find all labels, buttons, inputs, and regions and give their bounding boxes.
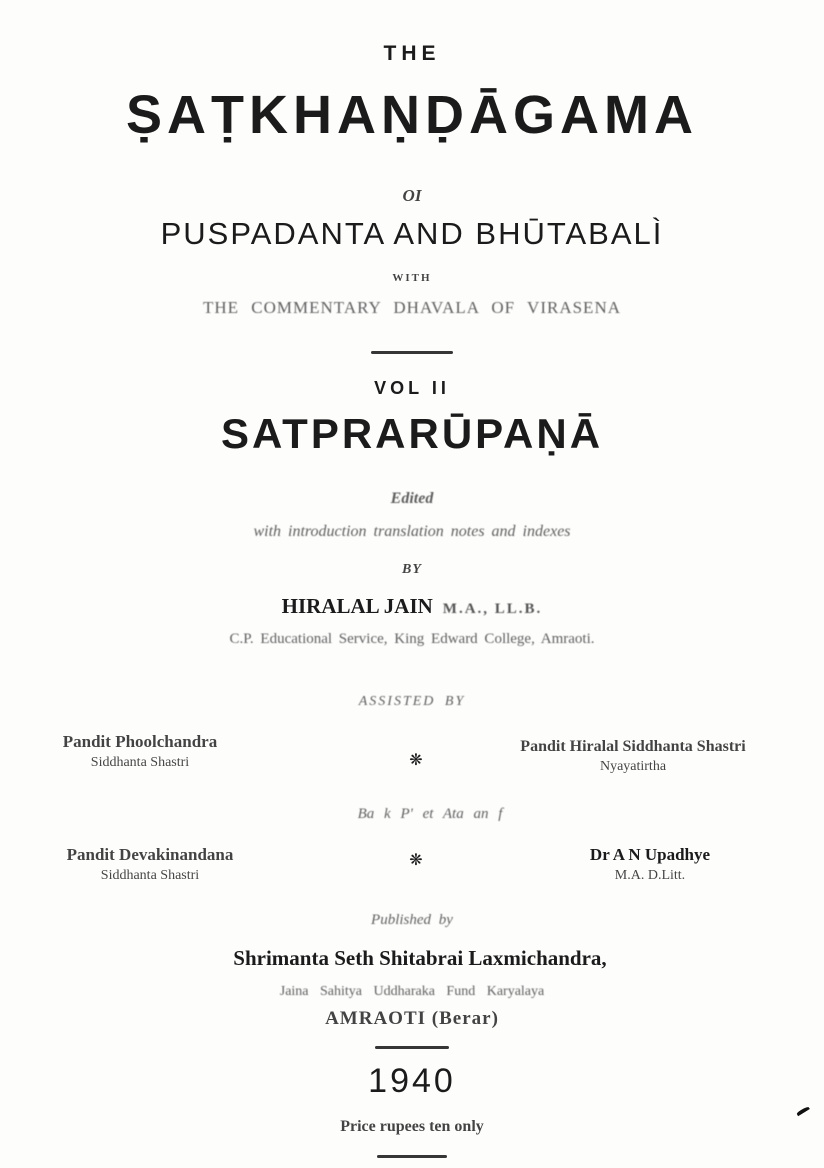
year: 1940 — [368, 1062, 456, 1100]
volume-label: VOL II — [374, 378, 450, 398]
assistant-name: Dr A N Upadhye — [589, 845, 711, 864]
assistant-name: Pandit Phoolchandra — [62, 732, 218, 751]
series-label: THE — [383, 42, 441, 65]
editor-degrees: M.A., LL.B. — [442, 601, 543, 617]
editor-line — [0, 594, 824, 619]
publisher-organization: Jaina Sahitya Uddharaka Fund Karyalaya — [279, 984, 545, 999]
divider-rule-bottom — [377, 1155, 447, 1158]
divider-rule-year — [375, 1046, 449, 1049]
assistant-block-3 — [20, 845, 280, 884]
assistant-title: Siddhanta Shastri — [90, 755, 190, 770]
of-label: OI — [402, 186, 422, 205]
rosette-icon: ❋ — [409, 852, 423, 869]
assistant-name: Pandit Devakinandana — [66, 845, 234, 864]
assisted-by-label: ASSISTED BY — [358, 694, 466, 709]
rosette-icon: ❋ — [409, 752, 423, 769]
publisher-name: Shrimanta Seth Shitabrai Laxmichandra, — [233, 946, 607, 970]
assistant-block-1 — [20, 732, 260, 771]
edited-label: Edited — [390, 490, 434, 507]
published-by-label: Published by — [371, 912, 453, 928]
volume-title: SATPRARŪPAṆĀ — [220, 410, 604, 457]
editor-name: HIRALAL JAIN — [281, 594, 433, 618]
assistant-block-2 — [472, 738, 794, 775]
publisher-place: AMRAOTI (Berar) — [325, 1008, 499, 1029]
assistant-title: Nyayatirtha — [599, 759, 667, 774]
with-label: WITH — [392, 272, 432, 284]
editor-affiliation: C.P. Educational Service, King Edward College, Amraoti. — [229, 631, 595, 647]
divider-rule-top — [371, 351, 453, 354]
by-label: BY — [402, 562, 422, 577]
assistant-block-4 — [490, 845, 810, 884]
edited-subtitle: with introduction translation notes and indexes — [253, 523, 571, 540]
assistant-title: M.A. D.Litt. — [614, 868, 686, 883]
stray-pen-mark — [796, 1106, 810, 1117]
middle-credit-line: Ba k P' et Ata an f — [357, 806, 503, 822]
authors-line: PUSPADANTA AND BHŪTABALÌ — [160, 216, 664, 251]
assistant-title: Siddhanta Shastri — [100, 868, 200, 883]
commentary-line: THE COMMENTARY DHAVALA OF VIRASENA — [203, 298, 621, 317]
book-title: ṢAṬKHAṆḌĀGAMA — [126, 85, 698, 145]
price-line: Price rupees ten only — [340, 1118, 484, 1135]
assistant-name: Pandit Hiralal Siddhanta Shastri — [520, 738, 746, 755]
